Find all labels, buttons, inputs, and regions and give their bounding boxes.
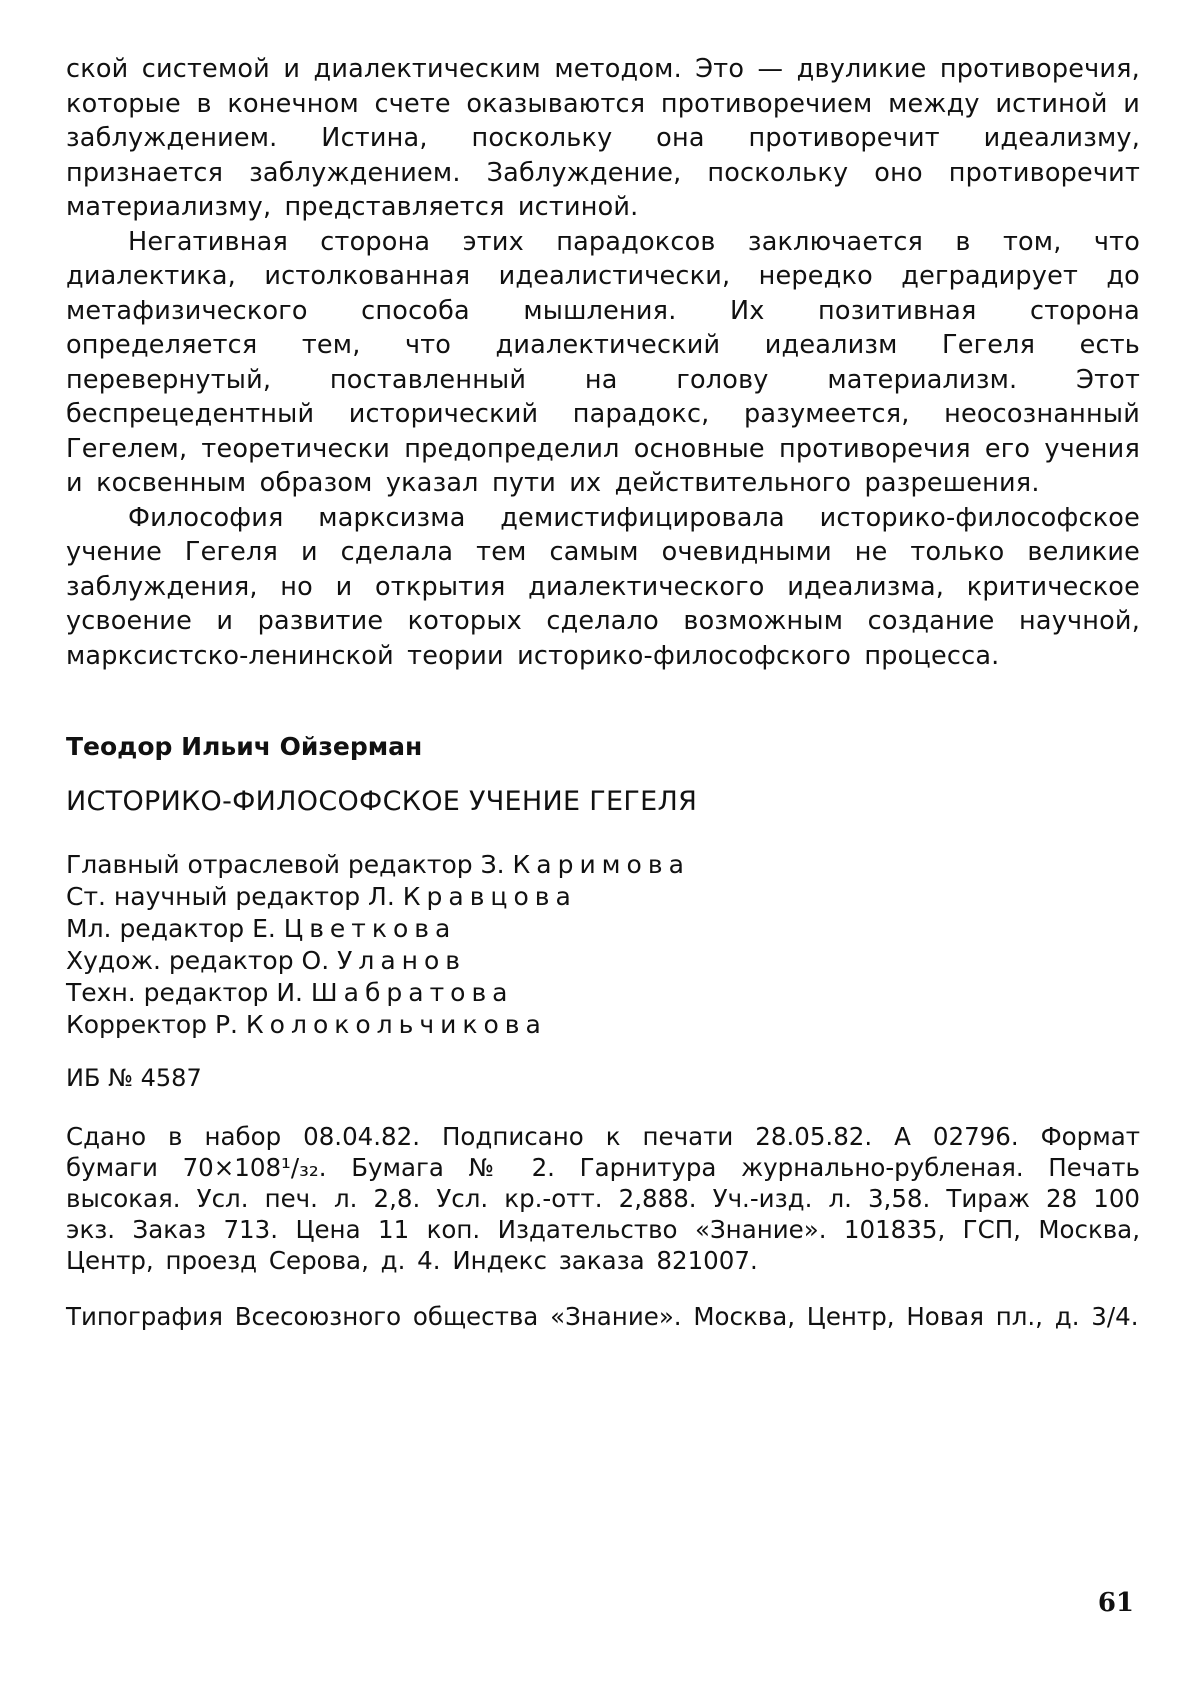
credit-role: Техн. редактор И. — [66, 978, 303, 1007]
document-page — [66, 52, 1140, 1356]
editorial-credits — [66, 849, 1140, 1041]
page-number: 61 — [1097, 1588, 1134, 1618]
book-title: ИСТОРИКО-ФИЛОСОФСКОЕ УЧЕНИЕ ГЕГЕЛЯ — [66, 786, 698, 817]
body-paragraph-3: Философия марксизма демистифицировала историко-философское учение Гегеля и сделала тем самым очевидными не только великие заблуждения, но и открытия диалектического идеализма, критическое усвоение и развитие которых сделало возможным создание научной, марксистско-ленинской теории историко-философского процесса. — [66, 502, 1140, 671]
author-name: Теодор Ильич Ойзерман — [66, 732, 423, 761]
ib-number: ИБ № 4587 — [66, 1064, 202, 1092]
credit-name: Цветкова — [283, 914, 457, 943]
body-paragraph-1: ской системой и диалектическим методом. Это — двуликие противоречия, которые в конечном счете оказываются противоречием между истиной и заблуждением. Истина, поскольку она противоречит идеализму, признается заблуждением. Заблуждение, поскольку оно противоречит материализму, представляется истиной. — [66, 54, 1140, 222]
printing-house: Типография Всесоюзного общества «Знание». Москва, Центр, Новая пл., д. 3/4. — [66, 1301, 1139, 1331]
credit-name: Кравцова — [402, 882, 577, 911]
credit-line — [66, 913, 1140, 945]
body-paragraph-2: Негативная сторона этих парадоксов заключается в том, что диалектика, истолкованная идеалистически, нередко деградирует до метафизического способа мышления. Их позитивная сторона определяется тем, что диалектический идеализм Гегеля есть перевернутый, поставленный на голову материализм. Этот беспрецедентный исторический парадокс, разумеется, неосознанный Гегелем, теоретически предопределил основные противоречия его учения и косвенным образом указал пути их действительного разрешения. — [66, 226, 1140, 498]
credit-role: Корректор Р. — [66, 1010, 238, 1039]
credit-line — [66, 1009, 1140, 1041]
credit-line — [66, 977, 1140, 1009]
credit-name: Шабратова — [310, 978, 514, 1007]
credit-name: Каримова — [512, 850, 690, 879]
credit-role: Худож. редактор О. — [66, 946, 330, 975]
credit-role: Ст. научный редактор Л. — [66, 882, 395, 911]
imprint-details: Сдано в набор 08.04.82. Подписано к печати 28.05.82. А 02796. Формат бумаги 70×108¹/₃₂. Бумага № 2. Гарнитура журнально-рубленая. Печать высокая. Усл. печ. л. 2,8. Усл. кр.-отт. 2,888. Уч.-изд. л. 3,58. Тираж 28 100 экз. Заказ 713. Цена 11 коп. Издательство «Знание». 101835, ГСП, Москва, Центр, проезд Серова, д. 4. Индекс заказа 821007. — [66, 1122, 1140, 1275]
credit-line — [66, 945, 1140, 977]
credit-line — [66, 881, 1140, 913]
credit-role: Мл. редактор Е. — [66, 914, 276, 943]
credit-name: Колокольчикова — [245, 1010, 547, 1039]
credit-name: Уланов — [337, 946, 467, 975]
credit-line — [66, 849, 1140, 881]
credit-role: Главный отраслевой редактор З. — [66, 850, 505, 879]
